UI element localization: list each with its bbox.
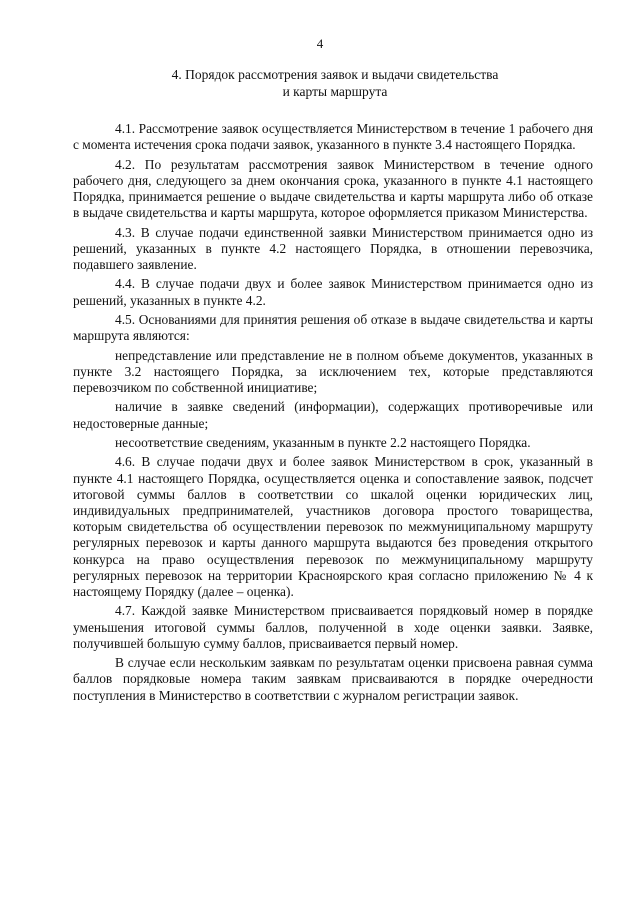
paragraph-4-5-item-3: несоответствие сведениям, указанным в пункте 2.2 настоящего Порядка. <box>115 434 531 450</box>
section-heading-line-2: и карты маршрута <box>282 83 388 99</box>
page-number: 4 <box>316 36 324 51</box>
paragraph-4-7-continued: В случае если нескольким заявкам по результатам оценки присвоена равная сумма баллов порядковые номера таким заявкам присваиваются в порядке очередности поступления в Министерство в соответствии с журналом регистрации заявок. <box>73 655 593 703</box>
paragraph-4-1: 4.1. Рассмотрение заявок осуществляется Министерством в течение 1 рабочего дня с момента истечения срока подачи заявок, указанного в пункте 3.4 настоящего Порядка. <box>73 121 593 153</box>
section-heading-line-1: 4. Порядок рассмотрения заявок и выдачи свидетельства <box>171 67 499 82</box>
paragraph-4-5: 4.5. Основаниями для принятия решения об отказе в выдаче свидетельства и карты маршрута являются: <box>73 311 593 344</box>
section-body <box>73 121 593 707</box>
paragraph-4-5-item-1: непредставление или представление не в полном объеме документов, указанных в пункте 3.2 настоящего Порядка, за исключением тех, которые представляются перевозчиком по собственной инициативе; <box>73 347 593 395</box>
paragraph-4-5-item-2: наличие в заявке сведений (информации), содержащих противоречивые или недостоверные данные; <box>73 399 593 431</box>
section-heading <box>60 67 610 100</box>
paragraph-4-3: 4.3. В случае подачи единственной заявки Министерством принимается одно из решений, указанных в пункте 4.2 настоящего Порядка, в отношении перевозчика, подавшего заявление. <box>73 224 593 272</box>
paragraph-4-7: 4.7. Каждой заявке Министерством присваивается порядковый номер в порядке уменьшения итоговой суммы баллов, полученной в ходе оценки заявки. Заявке, получившей большую сумму баллов, присваивается первый номер. <box>73 603 593 651</box>
paragraph-4-4: 4.4. В случае подачи двух и более заявок Министерством принимается одно из решений, указанных в пункте 4.2. <box>73 276 593 308</box>
paragraph-4-6: 4.6. В случае подачи двух и более заявок Министерством в срок, указанный в пункте 4.1 настоящего Порядка, осуществляется оценка и сопоставление заявок, подсчет итоговой суммы баллов в соответствии со шкалой оценки юридических лиц, индивидуальных предпринимателей, участников договора простого товарищества, которым свидетельства об осуществлении перевозок по межмуниципальному маршруту регулярных перевозок и карты данного маршрута выдаются без проведения открытого конкурса на право осуществления перевозок по межмуниципальному маршруту регулярных перевозок на территории Красноярского края согласно приложению № 4 к настоящему Порядку (далее – оценка). <box>73 454 593 599</box>
paragraph-4-2: 4.2. По результатам рассмотрения заявок Министерством в течение одного рабочего дня, следующего за днем окончания срока, указанного в пункте 4.1 настоящего Порядка, принимается решение о выдаче свидетельства и карты маршрута либо об отказе в выдаче свидетельства и карты маршрута, которое оформляется приказом Министерства. <box>73 156 593 221</box>
